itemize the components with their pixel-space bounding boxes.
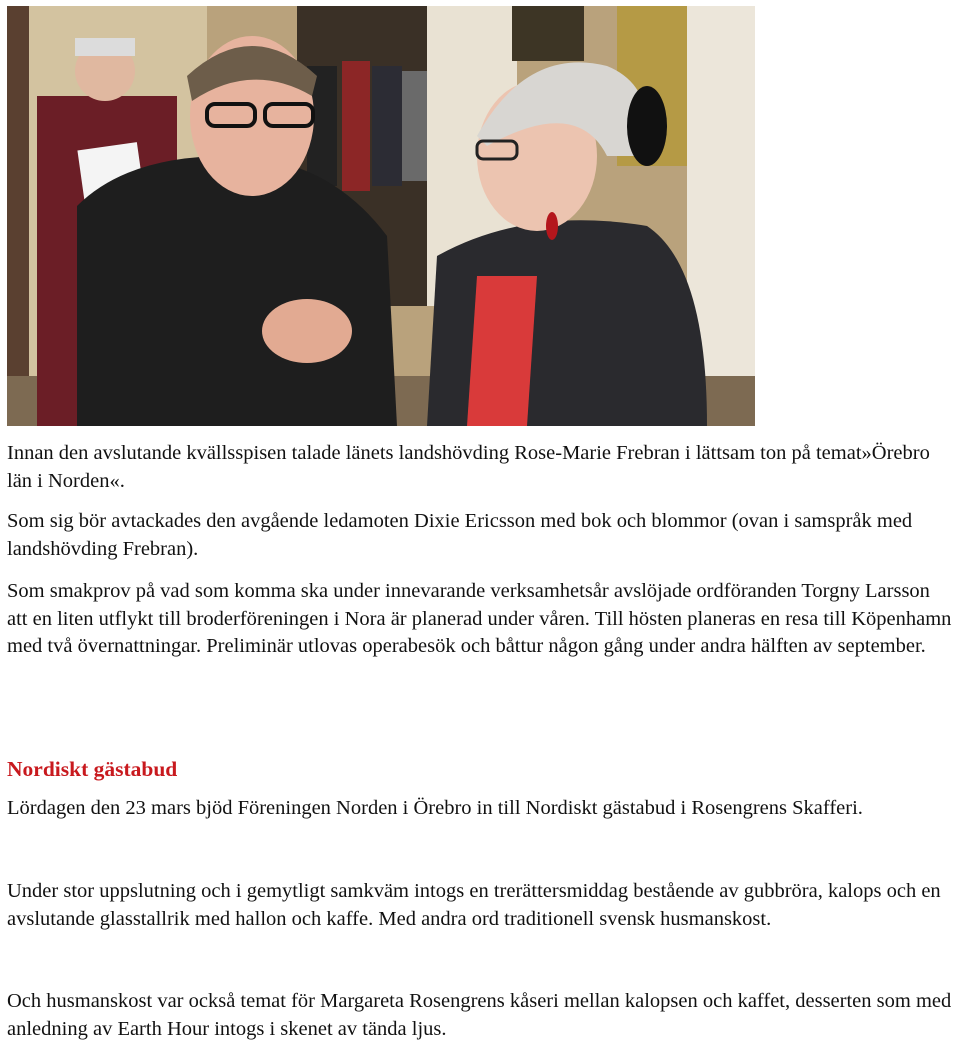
- section-heading: Nordiskt gästabud: [7, 757, 178, 781]
- intro-paragraph-1: Innan den avslutande kvällsspisen talade länets landshövding Rose-Marie Frebran i lättsam ton på temat»Örebro län i Norden«.: [7, 442, 930, 492]
- section-paragraph-3: Och husmanskost var också temat för Margareta Rosengrens kåseri mellan kalopsen och kaffet, desserten som med anledning av Earth Hour intogs i skenet av tända ljus.: [7, 990, 952, 1040]
- article-photo: [7, 6, 755, 426]
- intro-paragraph-3: Som smakprov på vad som komma ska under innevarande verksamhetsår avslöjade ordföranden Torgny Larsson att en liten utflykt till broderföreningen i Nora är planerad under våren. Till hösten planeras en resa till Köpenhamn med två övernattningar. Preliminär utlovas operabesök och båttur någon gång under andra hälften av september.: [7, 580, 952, 657]
- intro-paragraph-2: Som sig bör avtackades den avgående ledamoten Dixie Ericsson med bok och blommor (ovan i samspråk med landshövding Frebran).: [7, 510, 913, 560]
- photo-icon: [7, 6, 755, 426]
- section-paragraph-1: Lördagen den 23 mars bjöd Föreningen Norden i Örebro in till Nordiskt gästabud i Rosengrens Skafferi.: [7, 797, 863, 819]
- section-paragraph-2: Under stor uppslutning och i gemytligt samkväm intogs en trerättersmiddag bestående av gubbröra, kalops och en avslutande glasstallrik med hallon och kaffe. Med andra ord traditionell svensk husmanskost.: [7, 880, 941, 930]
